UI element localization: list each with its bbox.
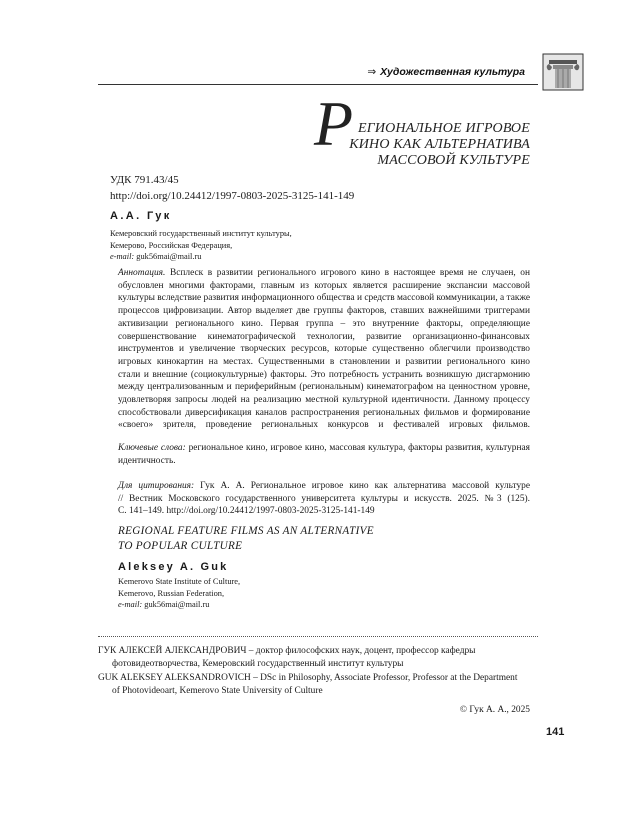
citation — [118, 480, 530, 518]
citation-label: Для цитирования: — [118, 481, 195, 491]
affiliation-en: Kemerovo State Institute of Culture, — [118, 577, 241, 586]
email-en — [118, 599, 209, 611]
keywords-line: идентичность. — [118, 455, 176, 466]
affiliation-ru: Кемеровский государственный институт культуры, — [110, 229, 292, 238]
email-label: e-mail: — [110, 252, 135, 261]
author-bio-en — [98, 672, 530, 697]
keywords-line: Ключевые слова: региональное кино, игровое кино, массовая культура, факторы развития, культурная — [118, 443, 530, 453]
section-title: Художественная культура — [380, 66, 525, 78]
abstract-line: культуры вследствие развития информационного общества и средств массовой коммуникации, а также — [118, 293, 530, 304]
section-label — [360, 66, 525, 78]
author-name-ru: А.А. Гук — [110, 210, 172, 222]
abstract-line: обусловлен многими факторами, главным из которых является расширение экспансии массовой — [118, 280, 530, 291]
abstract-line: инструментов и увеличение творческих ресурсов, которые существенно облегчили производство — [118, 344, 530, 355]
bio-line: GUK ALEKSEY ALEKSANDROVICH – DSc in Philosophy, Associate Professor, Professor at the Department — [98, 673, 518, 683]
abstract-line: способствовали диверсификация каналов распространения региональных фильмов и формирование — [118, 407, 530, 418]
copyright: © Гук А. А., 2025 — [459, 705, 530, 715]
citation-line: Для цитирования: Гук А. А. Региональное игровое кино как альтернатива массовой культуре — [118, 481, 531, 491]
article-title — [300, 121, 530, 169]
abstract-line: совершенствование кинематографической технологии, развитие организационно-финансовых — [118, 331, 530, 342]
author-name-en: Aleksey A. Guk — [118, 561, 229, 573]
abstract-line: игровых кинокартин на местах. Существенными в становлении и развитии регионального кино — [118, 356, 530, 367]
bio-line: ГУК АЛЕКСЕЙ АЛЕКСАНДРОВИЧ – доктор философских наук, доцент, профессор кафедры — [98, 646, 476, 656]
email-address[interactable]: guk56mai@mail.ru — [144, 600, 210, 609]
page-number: 141 — [546, 726, 565, 738]
email-label: e-mail: — [118, 600, 143, 609]
arrow-icon: ⇒ — [367, 66, 377, 78]
english-title-line: REGIONAL FEATURE FILMS AS AN ALTERNATIVE — [118, 525, 374, 537]
title-initial: Р — [314, 88, 354, 159]
email-ru — [110, 251, 201, 263]
abstract-line: активизации регионального кино. Первая группа – это внутренние факторы, определяющие — [118, 318, 530, 329]
email-address[interactable]: guk56mai@mail.ru — [136, 252, 202, 261]
dotted-divider — [98, 636, 538, 637]
city-en: Kemerovo, Russian Federation, — [118, 588, 225, 598]
citation-line: // Вестник Московского государственного университета культуры и искусств. 2025. №3 (125). — [118, 493, 530, 504]
bio-line: фотовидеотворчества, Кемеровский государственный институт культуры — [112, 658, 404, 669]
abstract-label: Аннотация. — [118, 268, 166, 278]
header-rule — [98, 84, 538, 85]
title-line: ЕГИОНАЛЬНОЕ ИГРОВОЕ — [357, 121, 530, 136]
english-title — [118, 524, 538, 554]
bio-line: of Photovideoart, Kemerovo State University of Culture — [112, 685, 323, 696]
doi-link[interactable]: http://doi.org/10.24412/1997-0803-2025-3125-141-149 — [110, 190, 355, 202]
city-ru: Кемерово, Российская Федерация, — [110, 240, 233, 250]
abstract-line: между централизованным и периферийным (региональным) кинематографом на ценностном уровне, — [118, 382, 530, 393]
abstract-line: стали и внешние (социокультурные) факторы. Это потребность устранить возникшую дисгармонию — [118, 369, 530, 380]
abstract-line: Аннотация. Всплеск в развитии регионального игрового кино в настоящее время не случаен, он — [118, 268, 530, 278]
abstract-line: «своего» зрителя, проведение региональных конкурсов и фестивалей игровых фильмов. — [118, 420, 530, 431]
author-bio-ru — [98, 645, 530, 670]
keywords — [118, 442, 530, 467]
udk: УДК 791.43/45 — [110, 174, 179, 186]
abstract-line: удовлетворяя запросы людей на реализацию местной культурной идентичности. Данному процессу — [118, 395, 530, 406]
abstract-line: процессов цифровизации. Автор выделяет две группы факторов, ставших важнейшими триггерами — [118, 306, 530, 317]
title-line: КИНО КАК АЛЬТЕРНАТИВА — [349, 137, 530, 152]
english-title-line: TO POPULAR CULTURE — [118, 540, 243, 552]
title-line: МАССОВОЙ КУЛЬТУРЕ — [377, 153, 530, 168]
citation-line: С. 141–149. http://doi.org/10.24412/1997-0803-2025-3125-141-149 — [118, 506, 375, 517]
keywords-label: Ключевые слова: — [118, 443, 186, 453]
abstract — [118, 267, 530, 432]
column-capital-icon — [541, 52, 585, 92]
